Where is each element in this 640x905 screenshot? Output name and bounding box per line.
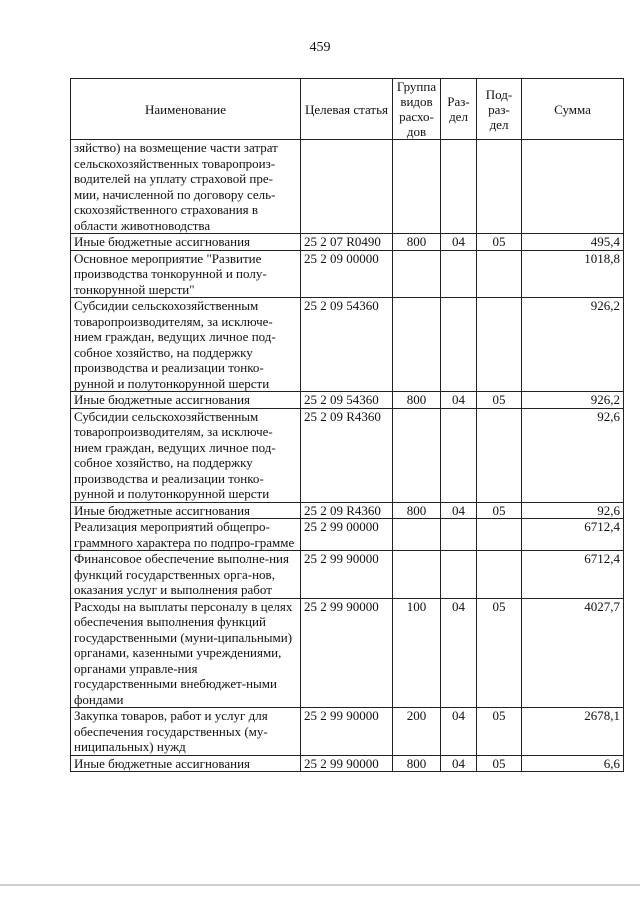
cell-section	[441, 408, 477, 502]
cell-name: Иные бюджетные ассигнования	[71, 392, 301, 409]
cell-section	[441, 298, 477, 392]
cell-subsection: 05	[477, 708, 522, 756]
cell-sum: 926,2	[522, 298, 624, 392]
cell-section: 04	[441, 598, 477, 708]
cell-target-article: 25 2 09 R4360	[301, 408, 393, 502]
cell-expense-group: 800	[393, 392, 441, 409]
cell-subsection: 05	[477, 598, 522, 708]
cell-subsection	[477, 408, 522, 502]
cell-target-article	[301, 140, 393, 234]
cell-section: 04	[441, 234, 477, 251]
cell-section: 04	[441, 755, 477, 772]
cell-sum: 6712,4	[522, 519, 624, 551]
cell-expense-group: 200	[393, 708, 441, 756]
cell-expense-group	[393, 140, 441, 234]
cell-sum: 926,2	[522, 392, 624, 409]
cell-subsection	[477, 140, 522, 234]
cell-sum: 92,6	[522, 408, 624, 502]
cell-section	[441, 519, 477, 551]
cell-name: Иные бюджетные ассигнования	[71, 502, 301, 519]
cell-section	[441, 250, 477, 298]
cell-name: Иные бюджетные ассигнования	[71, 755, 301, 772]
cell-target-article: 25 2 99 90000	[301, 551, 393, 599]
table-row	[71, 298, 624, 392]
table-row	[71, 755, 624, 772]
header-name: Наименование	[71, 79, 301, 140]
cell-target-article: 25 2 99 90000	[301, 708, 393, 756]
cell-expense-group: 100	[393, 598, 441, 708]
cell-target-article: 25 2 99 90000	[301, 598, 393, 708]
table-row	[71, 408, 624, 502]
table-header-row	[71, 79, 624, 140]
cell-sum	[522, 140, 624, 234]
cell-expense-group: 800	[393, 502, 441, 519]
cell-sum: 2678,1	[522, 708, 624, 756]
cell-expense-group: 800	[393, 755, 441, 772]
table-row	[71, 598, 624, 708]
cell-sum: 92,6	[522, 502, 624, 519]
cell-section: 04	[441, 708, 477, 756]
cell-target-article: 25 2 09 54360	[301, 298, 393, 392]
cell-name: Закупка товаров, работ и услуг для обеспечения государственных (му-ниципальных) нужд	[71, 708, 301, 756]
cell-subsection: 05	[477, 234, 522, 251]
cell-subsection: 05	[477, 755, 522, 772]
scan-edge-divider	[0, 884, 640, 886]
cell-expense-group: 800	[393, 234, 441, 251]
cell-expense-group	[393, 298, 441, 392]
header-section: Раз-дел	[441, 79, 477, 140]
cell-target-article: 25 2 09 00000	[301, 250, 393, 298]
cell-name: Субсидии сельскохозяйственным товаропроизводителям, за исключе-нием граждан, ведущих личное под-собное хозяйство, на поддержку производства и реализации тонко-рунной и полутонкорунной шерсти	[71, 298, 301, 392]
table-row	[71, 551, 624, 599]
table-row	[71, 708, 624, 756]
cell-name: Основное мероприятие "Развитие производства тонкорунной и полу-тонкорунной шерсти"	[71, 250, 301, 298]
cell-target-article: 25 2 07 R0490	[301, 234, 393, 251]
header-expense-group: Группа видов расхо-дов	[393, 79, 441, 140]
cell-subsection: 05	[477, 392, 522, 409]
cell-section	[441, 551, 477, 599]
cell-target-article: 25 2 99 90000	[301, 755, 393, 772]
cell-target-article: 25 2 99 00000	[301, 519, 393, 551]
cell-target-article: 25 2 09 R4360	[301, 502, 393, 519]
header-subsection: Под-раз-дел	[477, 79, 522, 140]
header-sum: Сумма	[522, 79, 624, 140]
cell-name: Расходы на выплаты персоналу в целях обеспечения выполнения функций государственными (муни-ципальными) органами, казенными учреждениями, органами управле-ния государственными внебюджет-ными фондами	[71, 598, 301, 708]
cell-subsection	[477, 551, 522, 599]
cell-sum: 6,6	[522, 755, 624, 772]
cell-subsection	[477, 298, 522, 392]
cell-section: 04	[441, 502, 477, 519]
cell-subsection	[477, 250, 522, 298]
cell-expense-group	[393, 519, 441, 551]
cell-section	[441, 140, 477, 234]
cell-subsection: 05	[477, 502, 522, 519]
table-row	[71, 234, 624, 251]
page-number: 459	[309, 40, 331, 55]
cell-expense-group	[393, 551, 441, 599]
cell-section: 04	[441, 392, 477, 409]
cell-sum: 1018,8	[522, 250, 624, 298]
table-row	[71, 140, 624, 234]
cell-subsection	[477, 519, 522, 551]
table-row	[71, 519, 624, 551]
table-row	[71, 250, 624, 298]
cell-name: Финансовое обеспечение выполне-ния функций государственных орга-нов, оказания услуг и выполнения работ	[71, 551, 301, 599]
cell-name: Реализация мероприятий общепро-граммного характера по подпро-грамме	[71, 519, 301, 551]
cell-expense-group	[393, 250, 441, 298]
budget-table	[70, 78, 624, 772]
cell-sum: 6712,4	[522, 551, 624, 599]
cell-name: Иные бюджетные ассигнования	[71, 234, 301, 251]
cell-name: Субсидии сельскохозяйственным товаропроизводителям, за исключе-нием граждан, ведущих личное под-собное хозяйство, на поддержку производства и реализации тонко-рунной и полутонкорунной шерсти	[71, 408, 301, 502]
cell-name: зяйство) на возмещение части затрат сельскохозяйственных товаропроиз-водителей на уплату страховой пре-мии, начисленной по договору сель-скохозяйственного страхования в области животноводства	[71, 140, 301, 234]
table-body	[71, 140, 624, 772]
table-row	[71, 502, 624, 519]
table-row	[71, 392, 624, 409]
cell-sum: 4027,7	[522, 598, 624, 708]
cell-target-article: 25 2 09 54360	[301, 392, 393, 409]
cell-sum: 495,4	[522, 234, 624, 251]
header-target-article: Целевая статья	[301, 79, 393, 140]
cell-expense-group	[393, 408, 441, 502]
